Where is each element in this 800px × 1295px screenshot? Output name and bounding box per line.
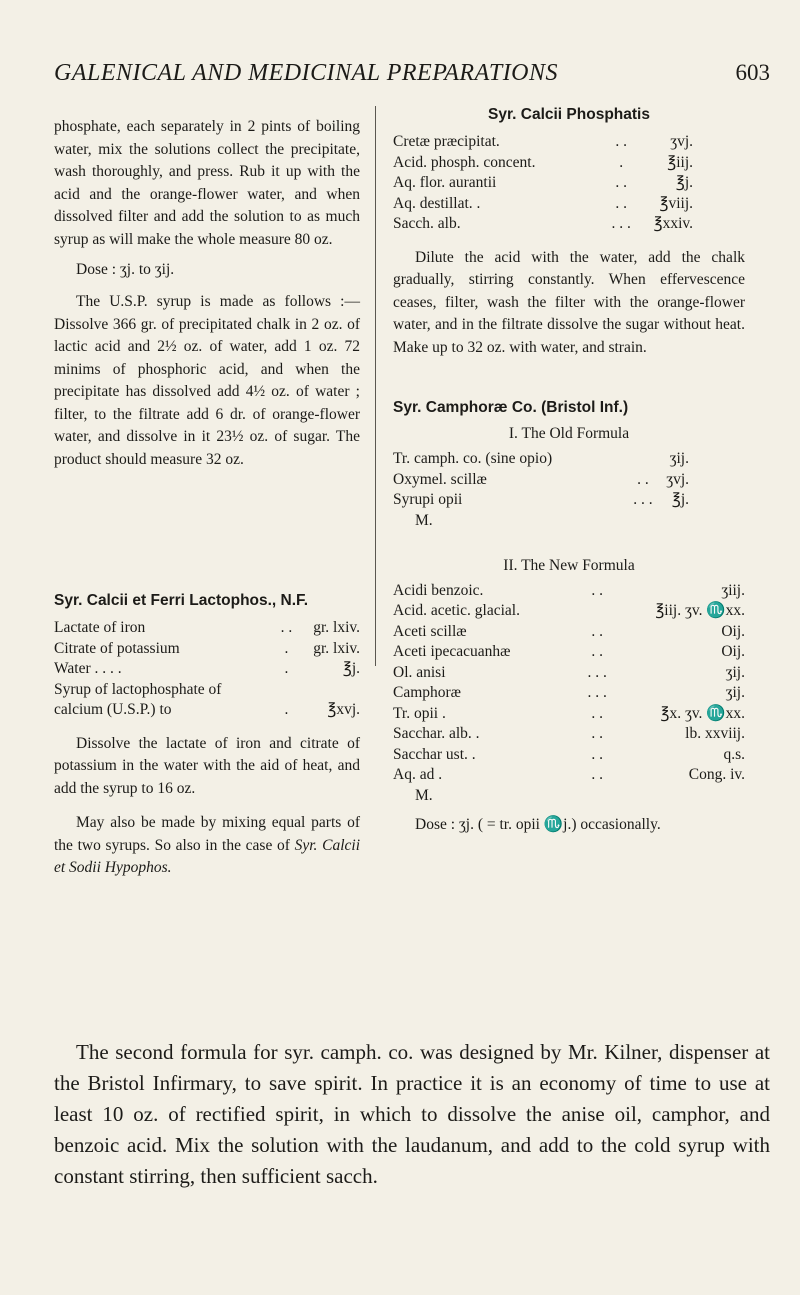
recipe-row (393, 683, 745, 704)
ingredient-quantity: ʒij. (725, 663, 745, 681)
left-paragraph-1: phosphate, each separately in 2 pints of boiling water, mix the solutions collect the precipitate, wash thoroughly, and press. Rub it up with the acid and the orange-flower water, and when dissolved filter and add the solution to as much syrup as will make the whole measure 80 oz. (54, 118, 360, 248)
ingredient-quantity: ʒvj. (666, 470, 689, 488)
new-formula-m: M. (415, 786, 433, 804)
ingredient-quantity: ʒvj. (670, 133, 693, 150)
recipe-row (393, 490, 689, 511)
lactophos-section (54, 592, 360, 880)
ingredient-name: Sacchar ust. . (393, 745, 476, 763)
leader-dots: . . . (587, 684, 607, 701)
recipe-row (393, 153, 693, 174)
leader-dots: . (284, 660, 289, 677)
ingredient-name: Sacchar. alb. . (393, 725, 480, 742)
ingredient-quantity: ʒij. (725, 684, 745, 701)
recipe-row (393, 663, 745, 684)
recipe-row (393, 214, 693, 235)
usp-paragraph: The U.S.P. syrup is made as follows :—Dissolve 366 gr. of precipitated chalk in 2 oz. of lactic acid and 2½ oz. of water, add 1 oz. 72 minims of phosphoric acid, and when the precipitate has dissolved add 4½ oz. of water ; filter, to the filtrate add 6 dr. of orange-flower water, and dissolve in it 23½ oz. of sugar. The product should measure 32 oz. (54, 293, 360, 468)
lactophos-paragraph-2-italic: Syr. Calcii et Sodii Hypophos. (54, 836, 360, 876)
ingredient-quantity: Oij. (721, 643, 745, 660)
recipe-row (393, 132, 693, 153)
ingredient-name: Aceti scillæ (393, 622, 467, 640)
ingredient-name: Tr. camph. co. (sine opio) (393, 450, 553, 467)
ingredient-quantity: Oij. (721, 622, 745, 640)
right-column (393, 106, 745, 836)
column-divider (375, 106, 376, 666)
recipe-row (393, 449, 689, 470)
ingredient-quantity: gr. lxiv. (313, 639, 360, 657)
ingredient-name: Citrate of potassium (54, 639, 180, 657)
leader-dots: . . (591, 622, 604, 640)
leader-dots: . . (591, 745, 604, 763)
leader-dots: . . (591, 766, 604, 783)
recipe-row (54, 639, 360, 660)
recipe-row (393, 581, 745, 602)
camphorae-heading: Syr. Camphoræ Co. (Bristol Inf.) (393, 399, 629, 416)
ingredient-quantity: q.s. (723, 745, 745, 763)
ingredient-quantity: gr. lxiv. (313, 619, 360, 636)
ingredient-name: Lactate of iron (54, 619, 146, 636)
leader-dots: . . (591, 704, 604, 722)
ingredient-name: calcium (U.S.P.) to (54, 701, 172, 718)
ingredient-quantity: lb. xxviij. (685, 725, 745, 742)
lactophos-recipe (54, 618, 360, 721)
recipe-row (393, 622, 745, 643)
recipe-row (54, 659, 360, 680)
calcii-recipe (393, 132, 693, 235)
ingredient-quantity: ℥xvj. (327, 701, 360, 718)
ingredient-name: Tr. opii . (393, 704, 446, 722)
ingredient-name: Aq. destillat. . (393, 194, 481, 212)
ingredient-quantity: ℥xxiv. (653, 215, 693, 232)
recipe-row (393, 724, 745, 745)
recipe-row (54, 618, 360, 639)
ingredient-quantity: ℥iij. (667, 153, 693, 171)
lactophos-heading: Syr. Calcii et Ferri Lactophos., N.F. (54, 592, 309, 609)
running-header (54, 60, 770, 87)
ingredient-name: Acidi benzoic. (393, 581, 484, 599)
leader-dots: . . (615, 194, 628, 212)
leader-dots: . . . (611, 215, 631, 232)
recipe-row (393, 704, 745, 725)
ingredient-name: Oxymel. scillæ (393, 470, 487, 488)
leader-dots: . . (591, 643, 604, 660)
leader-dots: . . (280, 619, 293, 636)
leader-dots: . . . (633, 491, 653, 508)
ingredient-quantity: ʒij. (669, 450, 689, 467)
recipe-row (54, 700, 360, 721)
recipe-row (393, 745, 745, 766)
ingredient-name: Aceti ipecacuanhæ (393, 643, 511, 660)
ingredient-name: Cretæ præcipitat. (393, 133, 500, 150)
leader-dots: . . (591, 581, 604, 599)
ingredient-quantity: ℥j. (342, 660, 360, 677)
ingredient-name: Water . . . . (54, 660, 122, 677)
leader-dots (585, 601, 609, 622)
calcii-paragraph: Dilute the acid with the water, add the chalk gradually, stirring constantly. When effervescence ceases, filter, wash the filter with the orange-flower water, and in the filtrate dissolve the sugar without heat. Make up to 32 oz. with water, and strain. (393, 248, 745, 356)
ingredient-quantity: Cong. iv. (688, 766, 745, 783)
ingredient-name: Camphoræ (393, 684, 462, 701)
ingredient-name: Syrup of lactophosphate of (54, 680, 222, 698)
ingredient-quantity: ℥viij. (659, 194, 693, 212)
recipe-row (393, 173, 693, 194)
ingredient-name: Aq. ad . (393, 766, 443, 783)
leader-dots: . . (637, 470, 649, 488)
ingredient-name: Syrupi opii (393, 491, 463, 508)
ingredient-quantity: ℥j. (671, 491, 689, 508)
lactophos-paragraph-1: Dissolve the lactate of iron and citrate of potassium in the water with the aid of heat, and add the syrup to 16 oz. (54, 734, 360, 797)
camphorae-dose: Dose : ʒj. ( = tr. opii ♏j.) occasionally. (415, 815, 661, 833)
bottom-paragraph: The second formula for syr. camph. co. was designed by Mr. Kilner, dispenser at the Bristol Infirmary, to save spirit. In practice it is an economy of time to use at least 10 oz. of rectified spirit, in which to dissolve the anise oil, camphor, and benzoic acid. Mix the solution with the laudanum, and add to the cold syrup with constant stirring, then sufficient sacch. (54, 1040, 770, 1188)
lactophos-paragraph-2 (54, 812, 360, 880)
recipe-row (393, 601, 745, 622)
ingredient-name: Ol. anisi (393, 663, 446, 681)
bottom-section (54, 1037, 770, 1192)
old-formula-title: I. The Old Formula (508, 425, 630, 442)
page-number: 603 (735, 60, 770, 85)
old-formula-m: M. (415, 511, 433, 529)
ingredient-quantity: ℥x. ʒv. ♏xx. (660, 704, 745, 722)
leader-dots: . (284, 701, 289, 718)
ingredient-name: Acid. phosph. concent. (393, 153, 536, 171)
ingredient-quantity: ℥iij. ʒv. ♏xx. (655, 602, 745, 619)
ingredient-name: Aq. flor. aurantii (393, 174, 497, 191)
recipe-row (54, 680, 360, 701)
leader-dots: . . (615, 133, 628, 150)
running-title: GALENICAL AND MEDICINAL PREPARATIONS (54, 60, 559, 86)
ingredient-name: Sacch. alb. (393, 215, 461, 232)
leader-dots (274, 680, 298, 701)
recipe-row (393, 194, 693, 215)
recipe-row (393, 470, 689, 491)
dose-line: Dose : ʒj. to ʒij. (76, 261, 175, 278)
leader-dots: . (619, 153, 624, 171)
leader-dots: . . . (587, 663, 607, 681)
left-column (54, 116, 360, 471)
new-formula-recipe (393, 581, 745, 786)
leader-dots: . (284, 639, 289, 657)
recipe-row (393, 642, 745, 663)
ingredient-quantity (298, 680, 360, 701)
calcii-heading: Syr. Calcii Phosphatis (488, 106, 650, 123)
ingredient-quantity: ℥j. (675, 174, 693, 191)
lactophos-paragraph-2-text: May also be made by mixing equal parts of the two syrups. So also in the case of (54, 814, 360, 854)
ingredient-quantity: ʒiij. (721, 581, 745, 599)
leader-dots: . . (615, 174, 628, 191)
recipe-row (393, 765, 745, 786)
old-formula-recipe (393, 449, 689, 511)
leader-dots (631, 449, 655, 470)
ingredient-name: Acid. acetic. glacial. (393, 602, 520, 619)
new-formula-title: II. The New Formula (503, 556, 635, 574)
leader-dots: . . (591, 725, 604, 742)
